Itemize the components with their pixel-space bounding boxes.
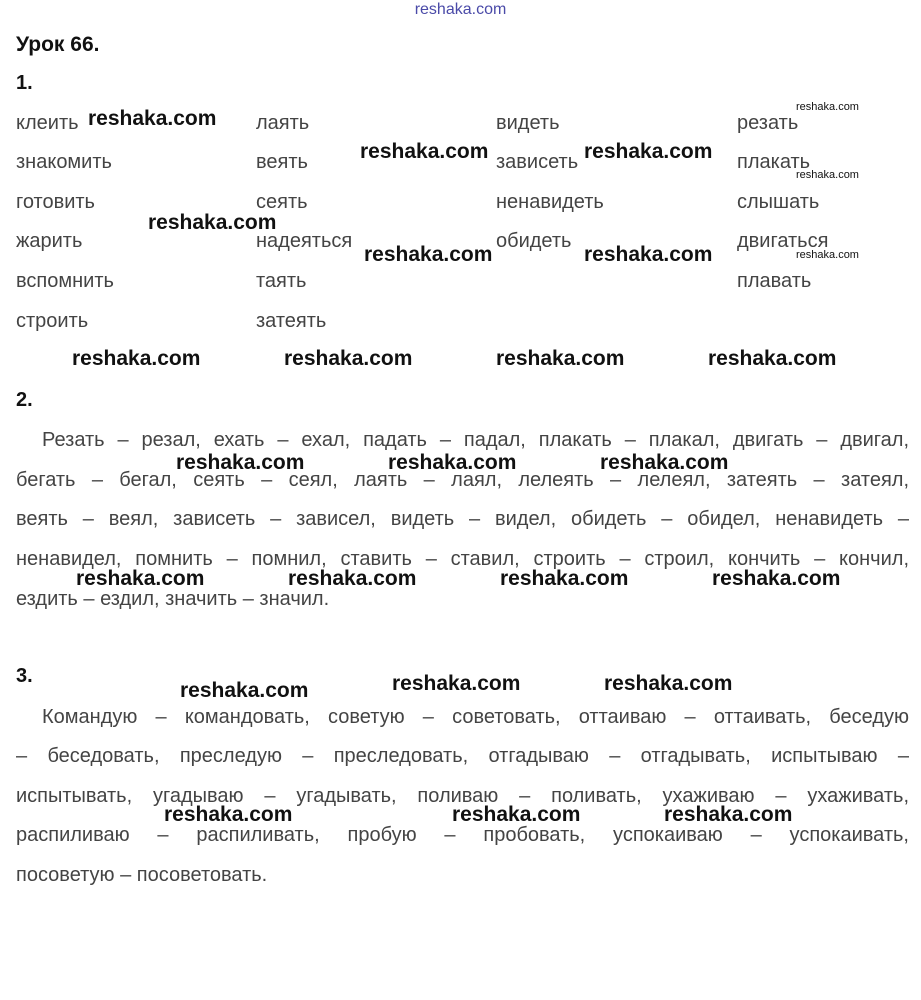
watermark: reshaka.com: [392, 672, 521, 695]
watermark: reshaka.com: [584, 140, 713, 163]
exercise-number-3: 3.: [16, 665, 33, 687]
ex1-word: резать: [737, 112, 799, 134]
ex3-line: испытывать, угадываю – угадывать, поливаю – поливать, ухаживаю – ухаживать,: [16, 785, 909, 807]
watermark: reshaka.com: [500, 567, 629, 590]
watermark: reshaka.com: [284, 347, 413, 370]
ex1-word: жарить: [16, 230, 83, 252]
watermark: reshaka.com: [708, 347, 837, 370]
ex1-word: веять: [256, 151, 308, 173]
ex1-word: вспомнить: [16, 270, 114, 292]
watermark: reshaka.com: [164, 803, 293, 826]
exercise-number-1: 1.: [16, 72, 33, 94]
watermark: reshaka.com: [180, 679, 309, 702]
ex1-word: таять: [256, 270, 307, 292]
ex2-line: ездить – ездил, значить – значил.: [16, 588, 330, 610]
ex2-line: Резать – резал, ехать – ехал, падать – падал, плакать – плакал, двигать – двигал,: [42, 429, 909, 451]
site-watermark-top: reshaka.com: [414, 1, 507, 18]
ex1-word: строить: [16, 310, 89, 332]
ex2-line: бегать – бегал, сеять – сеял, лаять – лаял, лелеять – лелеял, затеять – затеял,: [16, 469, 909, 491]
watermark: reshaka.com: [388, 451, 517, 474]
ex1-word: сеять: [256, 191, 308, 213]
watermark: reshaka.com: [604, 672, 733, 695]
watermark-small: reshaka.com: [796, 249, 859, 261]
ex1-word: клеить: [16, 112, 79, 134]
ex3-line: – беседовать, преследую – преследовать, отгадываю – отгадывать, испытываю –: [16, 745, 909, 767]
ex1-word: затеять: [256, 310, 327, 332]
watermark: reshaka.com: [452, 803, 581, 826]
ex1-word: плакать: [737, 151, 811, 173]
ex1-word: готовить: [16, 191, 95, 213]
ex1-word: ненавидеть: [496, 191, 604, 213]
ex1-word: лаять: [256, 112, 310, 134]
watermark: reshaka.com: [72, 347, 201, 370]
watermark: reshaka.com: [288, 567, 417, 590]
ex3-line: Командую – командовать, советую – советовать, оттаиваю – оттаивать, беседую: [42, 706, 909, 728]
ex3-line: посоветую – посоветовать.: [16, 864, 268, 886]
ex1-word: обидеть: [496, 230, 572, 252]
ex2-line: ненавидел, помнить – помнил, ставить – ставил, строить – строил, кончить – кончил,: [16, 548, 909, 570]
ex1-word: слышать: [737, 191, 820, 213]
watermark: reshaka.com: [148, 211, 277, 234]
ex3-line: распиливаю – распиливать, пробую – пробовать, успокаиваю – успокаивать,: [16, 824, 909, 846]
watermark: reshaka.com: [364, 243, 493, 266]
ex1-word: двигаться: [737, 230, 829, 252]
watermark: reshaka.com: [88, 107, 217, 130]
ex1-word: надеяться: [256, 230, 353, 252]
ex1-word: знакомить: [16, 151, 112, 173]
ex1-word: зависеть: [496, 151, 579, 173]
watermark: reshaka.com: [496, 347, 625, 370]
watermark: reshaka.com: [176, 451, 305, 474]
watermark: reshaka.com: [360, 140, 489, 163]
lesson-title: Урок 66.: [16, 33, 100, 56]
watermark: reshaka.com: [600, 451, 729, 474]
watermark-small: reshaka.com: [796, 169, 859, 181]
ex1-word: видеть: [496, 112, 560, 134]
watermark: reshaka.com: [76, 567, 205, 590]
watermark-small: reshaka.com: [796, 101, 859, 113]
watermark: reshaka.com: [664, 803, 793, 826]
watermark: reshaka.com: [712, 567, 841, 590]
ex2-line: веять – веял, зависеть – зависел, видеть – видел, обидеть – обидел, ненавидеть –: [16, 508, 909, 530]
watermark: reshaka.com: [584, 243, 713, 266]
exercise-number-2: 2.: [16, 389, 33, 411]
ex1-word: плавать: [737, 270, 812, 292]
